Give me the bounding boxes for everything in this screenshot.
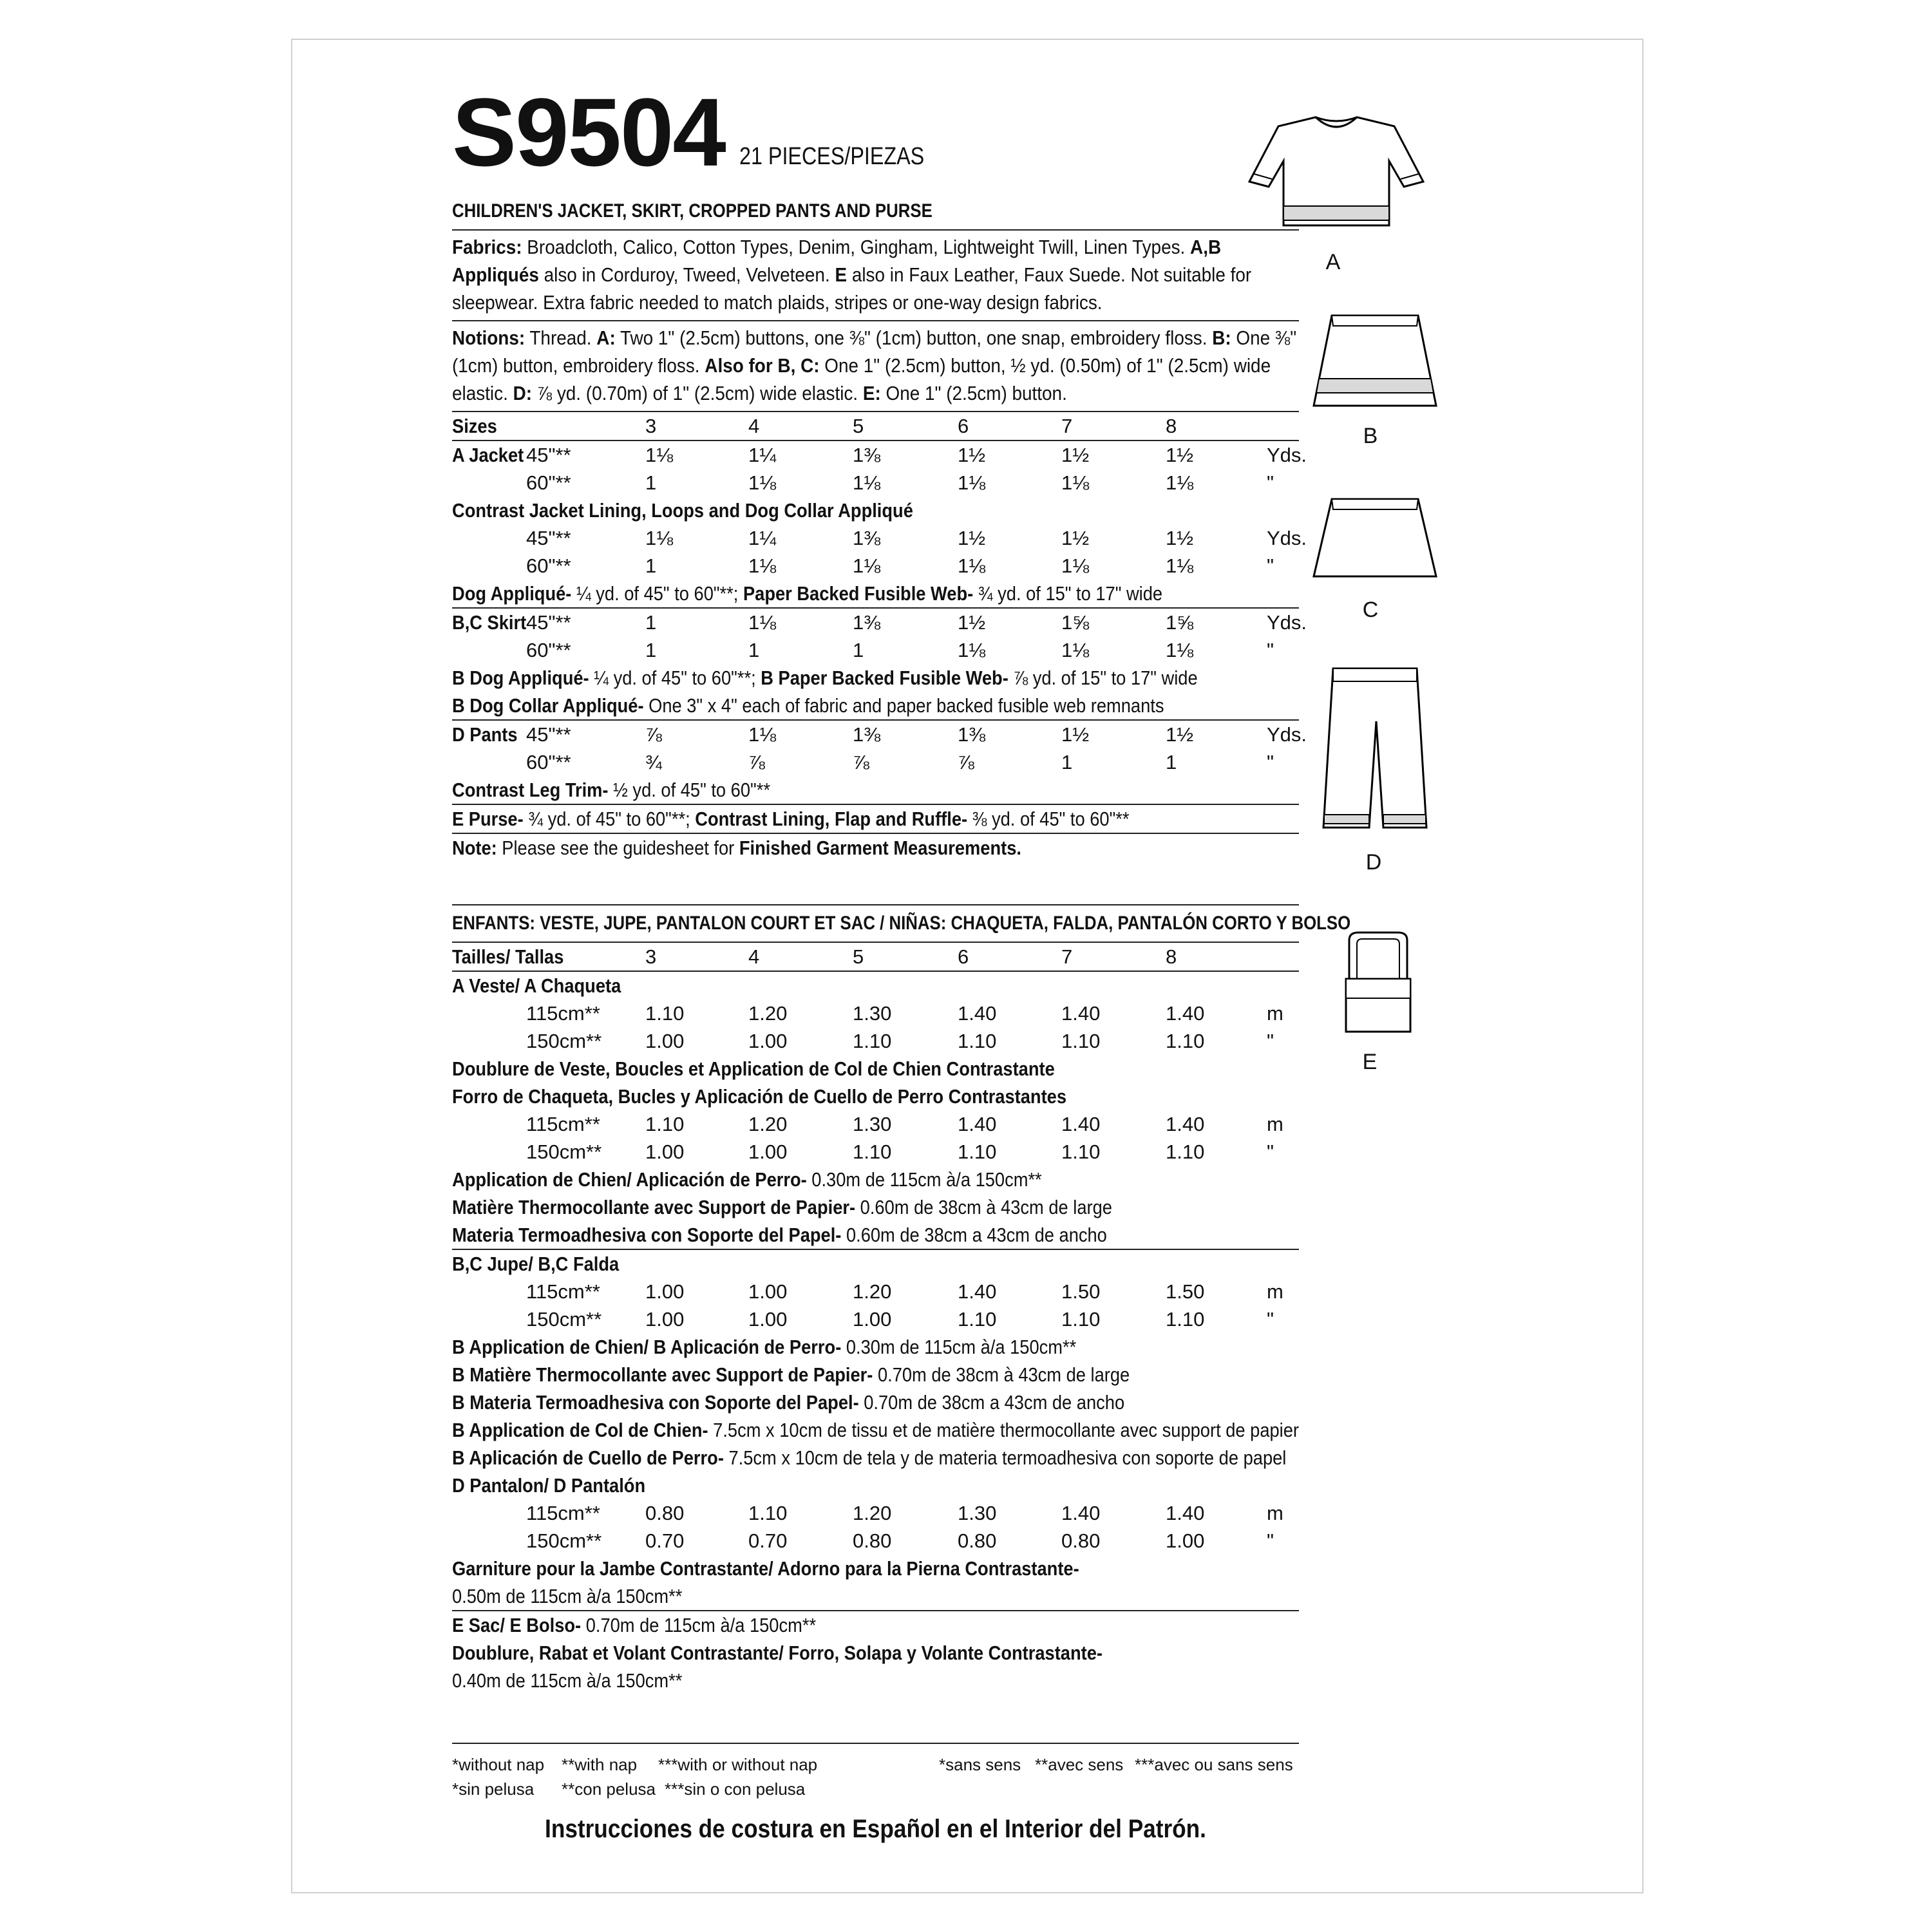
fr-es-title: ENFANTS: VESTE, JUPE, PANTALON COURT ET SAC / NIÑAS: CHAQUETA, FALDA, PANTALÓN CORTO Y BOLSO [452,913,1351,934]
pants-row-45: D Pants 45"** ⅞ 1⅛ 1⅜ 1⅜ 1½ 1½ Yds. [452,723,1307,746]
tailles-row: Tailles/ Tallas 3 4 5 6 7 8 [452,945,1177,968]
pantalon-label: D Pantalon/ D Pantalón [452,1474,646,1497]
doublure-sac-amount: 0.40m de 115cm à/a 150cm** [452,1669,683,1692]
jacket-row-60: 60"** 1 1⅛ 1⅛ 1⅛ 1⅛ 1⅛ " [526,471,1274,494]
veste-row-115: 115cm** 1.10 1.20 1.30 1.40 1.40 1.40 m [526,1002,1283,1025]
note-line: Note: Please see the guidesheet for Finished Garment Measurements. [452,837,1021,859]
materia-line: Materia Termoadhesiva con Soporte del Papel- 0.60m de 38cm a 43cm de ancho [452,1224,1107,1246]
french-spanish-section [452,904,1351,1694]
pieces-count: 21 PIECES/PIEZAS [739,143,925,170]
doublure-row-115: 115cm** 1.10 1.20 1.30 1.40 1.40 1.40 m [526,1113,1283,1135]
purse-line: E Purse- ¾ yd. of 45" to 60"**; Contrast Lining, Flap and Ruffle- ⅜ yd. of 45" to 60"** [452,808,1130,830]
doublure-line-1: Doublure de Veste, Boucles et Application de Col de Chien Contrastante [452,1057,1055,1080]
b-matiere-line: B Matière Thermocollante avec Support de Papier- 0.70m de 38cm à 43cm de large [452,1363,1130,1386]
contrast-row-45: 45"** 1⅛ 1¼ 1⅜ 1½ 1½ 1½ Yds. [526,527,1307,549]
matiere-line: Matière Thermocollante avec Support de Papier- 0.60m de 38cm à 43cm de large [452,1196,1112,1218]
jacket-row-45: A Jacket 45"** 1⅛ 1¼ 1⅜ 1½ 1½ 1½ Yds. [452,444,1307,466]
b-cuello-line: B Aplicación de Cuello de Perro- 7.5cm x 10cm de tela y de materia termoadhesiva con soporte de papel [452,1446,1287,1469]
view-e-label: E [1362,1050,1378,1074]
view-a-jacket-sketch [1240,111,1433,240]
b-dog-collar-line: B Dog Collar Appliqué- One 3" x 4" each of fabric and paper backed fusible web remnants [452,694,1164,717]
doublure-sac-line: Doublure, Rabat et Volant Contrastante/ Forro, Solapa y Volante Contrastante- [452,1642,1103,1664]
pattern-number: S9504 [452,78,725,186]
app-chien-line: Application de Chien/ Aplicación de Perro- 0.30m de 115cm à/a 150cm** [452,1168,1042,1191]
b-app-line: B Application de Chien/ B Aplicación de Perro- 0.30m de 115cm à/a 150cm** [452,1336,1077,1358]
pantalon-row-150: 150cm** 0.70 0.70 0.80 0.80 0.80 1.00 " [526,1530,1274,1552]
contrast-jacket-label: Contrast Jacket Lining, Loops and Dog Collar Appliqué [452,499,913,522]
view-d-label: D [1365,850,1382,875]
dog-applique-line: Dog Appliqué- ¼ yd. of 45" to 60"**; Paper Backed Fusible Web- ¾ yd. of 15" to 17" wide [452,582,1163,605]
notions-paragraph: Notions: Thread. A: Two 1" (2.5cm) buttons, one ⅜" (1cm) button, one snap, embroidery floss. B: One ⅜" (1cm) button, embroidery floss. Also for B, C: One 1" (2.5cm) button, ½ yd. (0.50m) of 1" (2.5cm) wide elastic. D: ⅞ yd. (0.70m) of 1" (2.5cm) wide elastic. E: One 1" (2.5cm) button. [452,327,1297,404]
pants-row-60: 60"** ¾ ⅞ ⅞ ⅞ 1 1 " [526,751,1274,773]
doublure-row-150: 150cm** 1.00 1.00 1.10 1.10 1.10 1.10 " [526,1141,1274,1163]
leg-trim-line: Contrast Leg Trim- ½ yd. of 45" to 60"** [452,779,770,801]
garniture-line: Garniture pour la Jambe Contrastante/ Adorno para la Pierna Contrastante- [452,1557,1079,1580]
view-e-purse-sketch [1336,927,1420,1037]
view-c-label: C [1362,598,1379,622]
b-dog-applique-line: B Dog Appliqué- ¼ yd. of 45" to 60"**; B Paper Backed Fusible Web- ⅞ yd. of 15" to 17" wide [452,667,1198,689]
jupe-label: B,C Jupe/ B,C Falda [452,1253,620,1275]
spanish-instructions-note: Instrucciones de costura en Español en el Interior del Patrón. [545,1815,1206,1843]
pantalon-row-115: 115cm** 0.80 1.10 1.20 1.30 1.40 1.40 m [526,1502,1283,1524]
view-c-skirt-sketch [1307,493,1443,589]
sac-line: E Sac/ E Bolso- 0.70m de 115cm à/a 150cm** [452,1614,817,1636]
veste-row-150: 150cm** 1.00 1.00 1.10 1.10 1.10 1.10 " [526,1030,1274,1052]
jupe-row-150: 150cm** 1.00 1.00 1.00 1.10 1.10 1.10 " [526,1308,1274,1331]
view-b-label: B [1363,424,1378,448]
skirt-row-60: 60"** 1 1 1 1⅛ 1⅛ 1⅛ " [526,639,1274,661]
veste-label: A Veste/ A Chaqueta [452,974,621,997]
skirt-row-45: B,C Skirt 45"** 1 1⅛ 1⅜ 1½ 1⅝ 1⅝ Yds. [452,611,1307,634]
english-section [452,193,1307,862]
view-a-label: A [1325,250,1341,274]
sizes-row: Sizes 3 4 5 6 7 8 [452,415,1177,437]
contrast-row-60: 60"** 1 1⅛ 1⅛ 1⅛ 1⅛ 1⅛ " [526,554,1274,577]
view-b-skirt-sketch [1307,309,1443,419]
jupe-row-115: 115cm** 1.00 1.00 1.20 1.40 1.50 1.50 m [526,1280,1283,1303]
b-materia-line: B Materia Termoadhesiva con Soporte del Papel- 0.70m de 38cm a 43cm de ancho [452,1391,1125,1414]
doublure-line-2: Forro de Chaqueta, Bucles y Aplicación de Cuello de Perro Contrastantes [452,1085,1067,1108]
fabrics-paragraph: Fabrics: Broadcloth, Calico, Cotton Types, Denim, Gingham, Lightweight Twill, Linen Types. A,B Appliqués also in Corduroy, Tweed, Velveteen. E also in Faux Leather, Faux Suede. Not suitable for sleepwear. Extra fabric needed to match plaids, stripes or one-way design fabrics. [452,236,1252,314]
garniture-amount: 0.50m de 115cm à/a 150cm** [452,1585,683,1607]
footnote-rule [452,1743,1299,1744]
b-col-line: B Application de Col de Chien- 7.5cm x 10cm de tissu et de matière thermocollante avec support de papier [452,1419,1299,1441]
english-title: CHILDREN'S JACKET, SKIRT, CROPPED PANTS AND PURSE [452,200,933,222]
view-d-pants-sketch [1314,663,1436,837]
